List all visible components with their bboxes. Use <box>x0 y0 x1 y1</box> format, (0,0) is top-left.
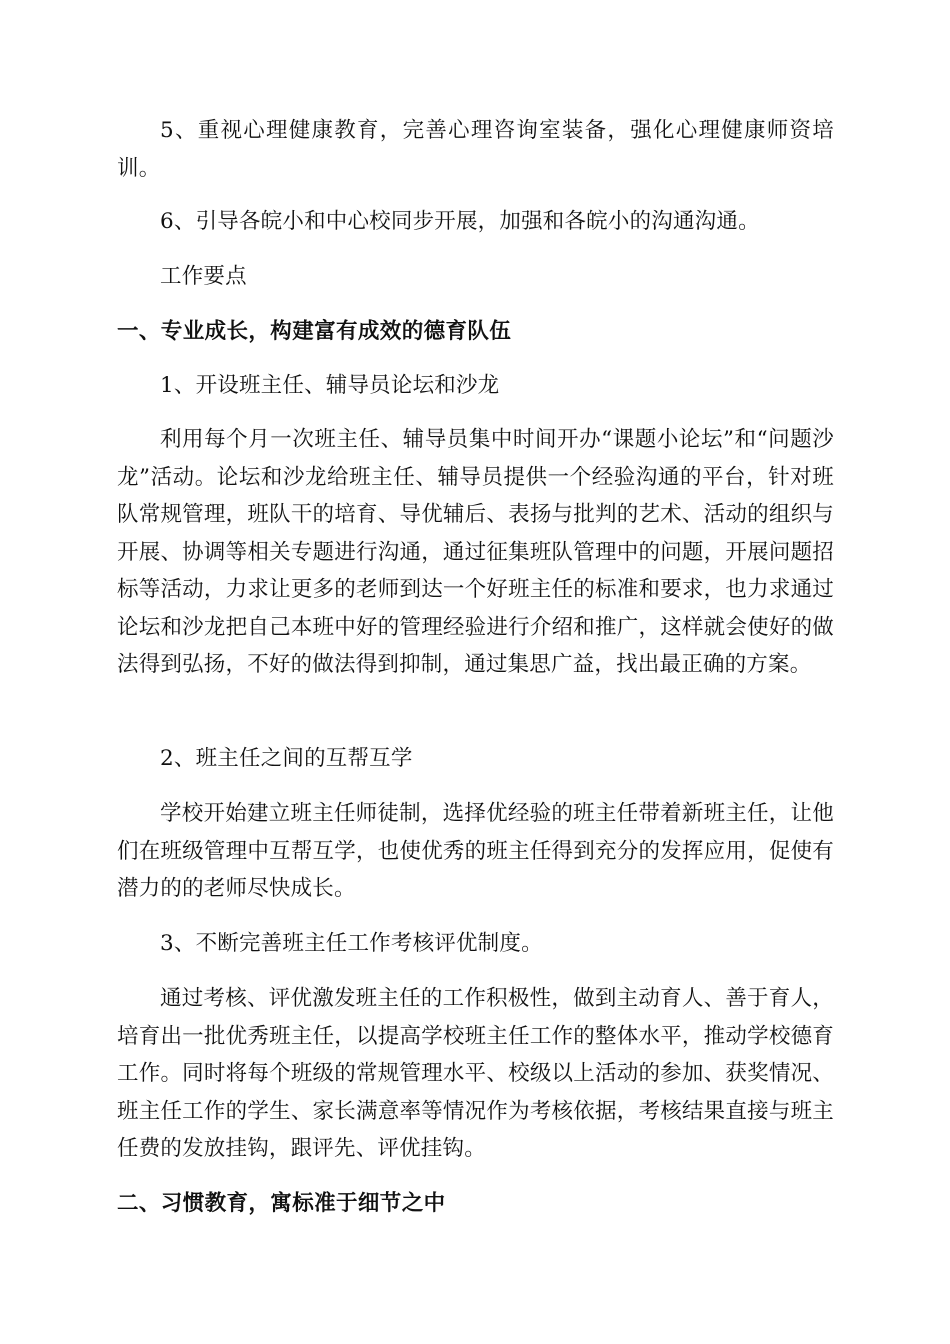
subheading-mutual-help: 2、班主任之间的互帮互学 <box>160 746 413 771</box>
paragraph-forum-salon-detail: 利用每个月一次班主任、辅导员集中时间开办“课题小论坛”和“问题沙龙”活动。论坛和沙龙给班主任、辅导员提供一个经验沟通的平台，针对班队常规管理，班队干的培育、导优辅后、表扬与批判的艺术、活动的组织与开展、协调等相关专题进行沟通，通过征集班队管理中的问题，开展问题招标等活动，力求让更多的老师到达一个好班主任的标准和要求，也力求通过论坛和沙龙把自己本班中好的管理经验进行介绍和推广，这样就会使好的做法得到弘扬，不好的做法得到抑制，通过集思广益，找出最正确的方案。 <box>117 427 834 677</box>
subheading-forum-salon: 1、开设班主任、辅导员论坛和沙龙 <box>160 373 500 398</box>
subheading-evaluation-system: 3、不断完善班主任工作考核评优制度。 <box>160 931 543 956</box>
paragraph-mentorship: 学校开始建立班主任师徒制，选择优经验的班主任带着新班主任，让他们在班级管理中互帮互学，也使优秀的班主任得到充分的发挥应用，促使有潜力的的老师尽快成长。 <box>117 801 834 901</box>
paragraph-evaluation-detail: 通过考核、评优激发班主任的工作积极性，做到主动育人、善于育人，培育出一批优秀班主任，以提高学校班主任工作的整体水平，推动学校德育工作。同时将每个班级的常规管理水平、校级以上活动的参加、获奖情况、班主任工作的学生、家长满意率等情况作为考核依据，考核结果直接与班主任费的发放挂钩，跟评先、评优挂钩。 <box>117 986 834 1161</box>
section-heading-2: 二、习惯教育，寓标准于细节之中 <box>117 1191 446 1216</box>
paragraph-work-points: 工作要点 <box>160 264 247 289</box>
section-heading-1: 一、专业成长，构建富有成效的德育队伍 <box>117 319 512 344</box>
paragraph-psychology-education: 5、重视心理健康教育，完善心理咨询室装备，强化心理健康师资培训。 <box>117 118 834 181</box>
paragraph-branch-schools: 6、引导各皖小和中心校同步开展，加强和各皖小的沟通沟通。 <box>160 209 760 234</box>
